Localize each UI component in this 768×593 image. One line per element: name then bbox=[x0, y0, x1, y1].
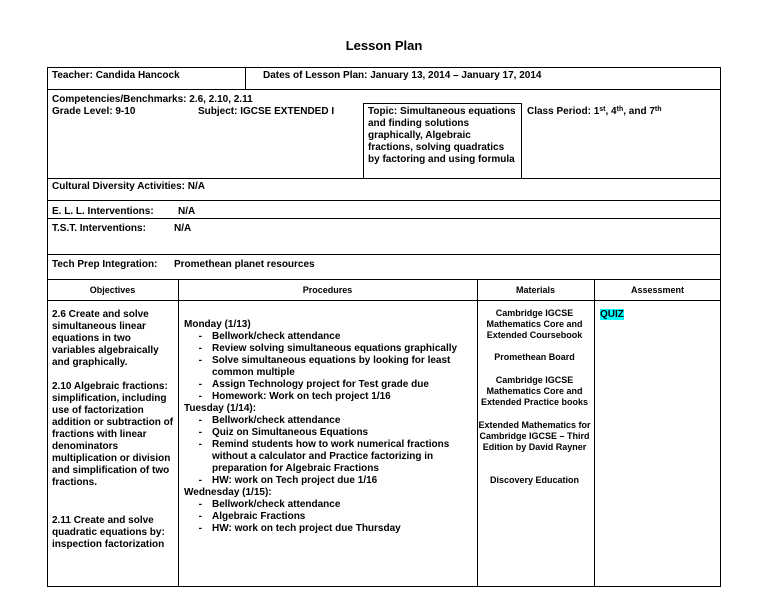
lesson-dates: Dates of Lesson Plan: January 13, 2014 – January 17, 2014 bbox=[263, 70, 542, 81]
list-item: - Algebraic Fractions bbox=[198, 511, 306, 522]
material-discovery-education: Discovery Education bbox=[489, 475, 580, 485]
class-period: Class Period: 1st, 4th, and 7th bbox=[527, 106, 662, 117]
subject: Subject: IGCSE EXTENDED I bbox=[198, 106, 335, 117]
list-item: - Solve simultaneous equations by looking for least common multiple bbox=[198, 355, 451, 378]
day-monday: Monday (1/13) bbox=[184, 319, 251, 330]
teacher-name: Teacher: Candida Hancock bbox=[52, 70, 180, 81]
list-item: - Bellwork/check attendance bbox=[198, 331, 341, 342]
day-wednesday: Wednesday (1/15): bbox=[184, 487, 272, 498]
material-coursebook: Cambridge IGCSE Mathematics Core and Extended Coursebook bbox=[486, 308, 583, 340]
list-item: - Bellwork/check attendance bbox=[198, 499, 341, 510]
col-procedures: Procedures bbox=[302, 285, 353, 295]
list-item: - HW: work on Tech project due 1/16 bbox=[198, 475, 378, 486]
tech-prep-value: Promethean planet resources bbox=[174, 259, 315, 270]
list-item: - Quiz on Simultaneous Equations bbox=[198, 427, 369, 438]
col-objectives: Objectives bbox=[89, 285, 136, 295]
objective-2-6: 2.6 Create and solve simultaneous linear equations in two variables algebraically and graphically. bbox=[52, 309, 159, 368]
tst-label: T.S.T. Interventions: bbox=[52, 223, 146, 234]
material-promethean-board: Promethean Board bbox=[494, 352, 575, 362]
list-item: - Review solving simultaneous equations graphically bbox=[198, 343, 458, 354]
material-rayner: Extended Mathematics for Cambridge IGCSE – Third Edition by David Rayner bbox=[478, 420, 591, 452]
tst-value: N/A bbox=[174, 223, 192, 234]
list-item: - HW: work on tech project due Thursday bbox=[198, 523, 401, 534]
material-practice-books: Cambridge IGCSE Mathematics Core and Extended Practice books bbox=[480, 375, 589, 407]
list-item: - Homework: Work on tech project 1/16 bbox=[198, 391, 391, 402]
objective-2-10: 2.10 Algebraic fractions: simplification, including use of factorization addition or subtraction of fractions with linear denominators multiplication or division and simplification of two fractions. bbox=[52, 381, 174, 488]
day-tuesday: Tuesday (1/14): bbox=[184, 403, 257, 414]
topic: Topic: Simultaneous equations and finding solutions graphically, Algebraic fractions, solving quadratics by factoring and using formula bbox=[368, 106, 516, 165]
list-item: - Remind students how to work numerical fractions without a calculator and Practice factorizing in preparation for Algebraic Fractions bbox=[198, 439, 450, 474]
grade-level: Grade Level: 9-10 bbox=[52, 106, 136, 117]
cultural-diversity: Cultural Diversity Activities: N/A bbox=[52, 181, 206, 192]
objective-2-11: 2.11 Create and solve quadratic equations by: inspection factorization bbox=[52, 515, 165, 550]
procedures-list bbox=[184, 319, 474, 535]
col-materials: Materials bbox=[515, 285, 556, 295]
page-title: Lesson Plan bbox=[345, 38, 423, 53]
ell-label: E. L. L. Interventions: bbox=[52, 206, 154, 217]
list-item: - Bellwork/check attendance bbox=[198, 415, 341, 426]
col-assessment: Assessment bbox=[630, 285, 685, 295]
competencies: Competencies/Benchmarks: 2.6, 2.10, 2.11 bbox=[52, 94, 253, 105]
ell-value: N/A bbox=[178, 206, 196, 217]
list-item: - Assign Technology project for Test grade due bbox=[198, 379, 429, 390]
assessment-quiz: QUIZ bbox=[600, 309, 624, 320]
tech-prep-label: Tech Prep Integration: bbox=[52, 259, 158, 270]
